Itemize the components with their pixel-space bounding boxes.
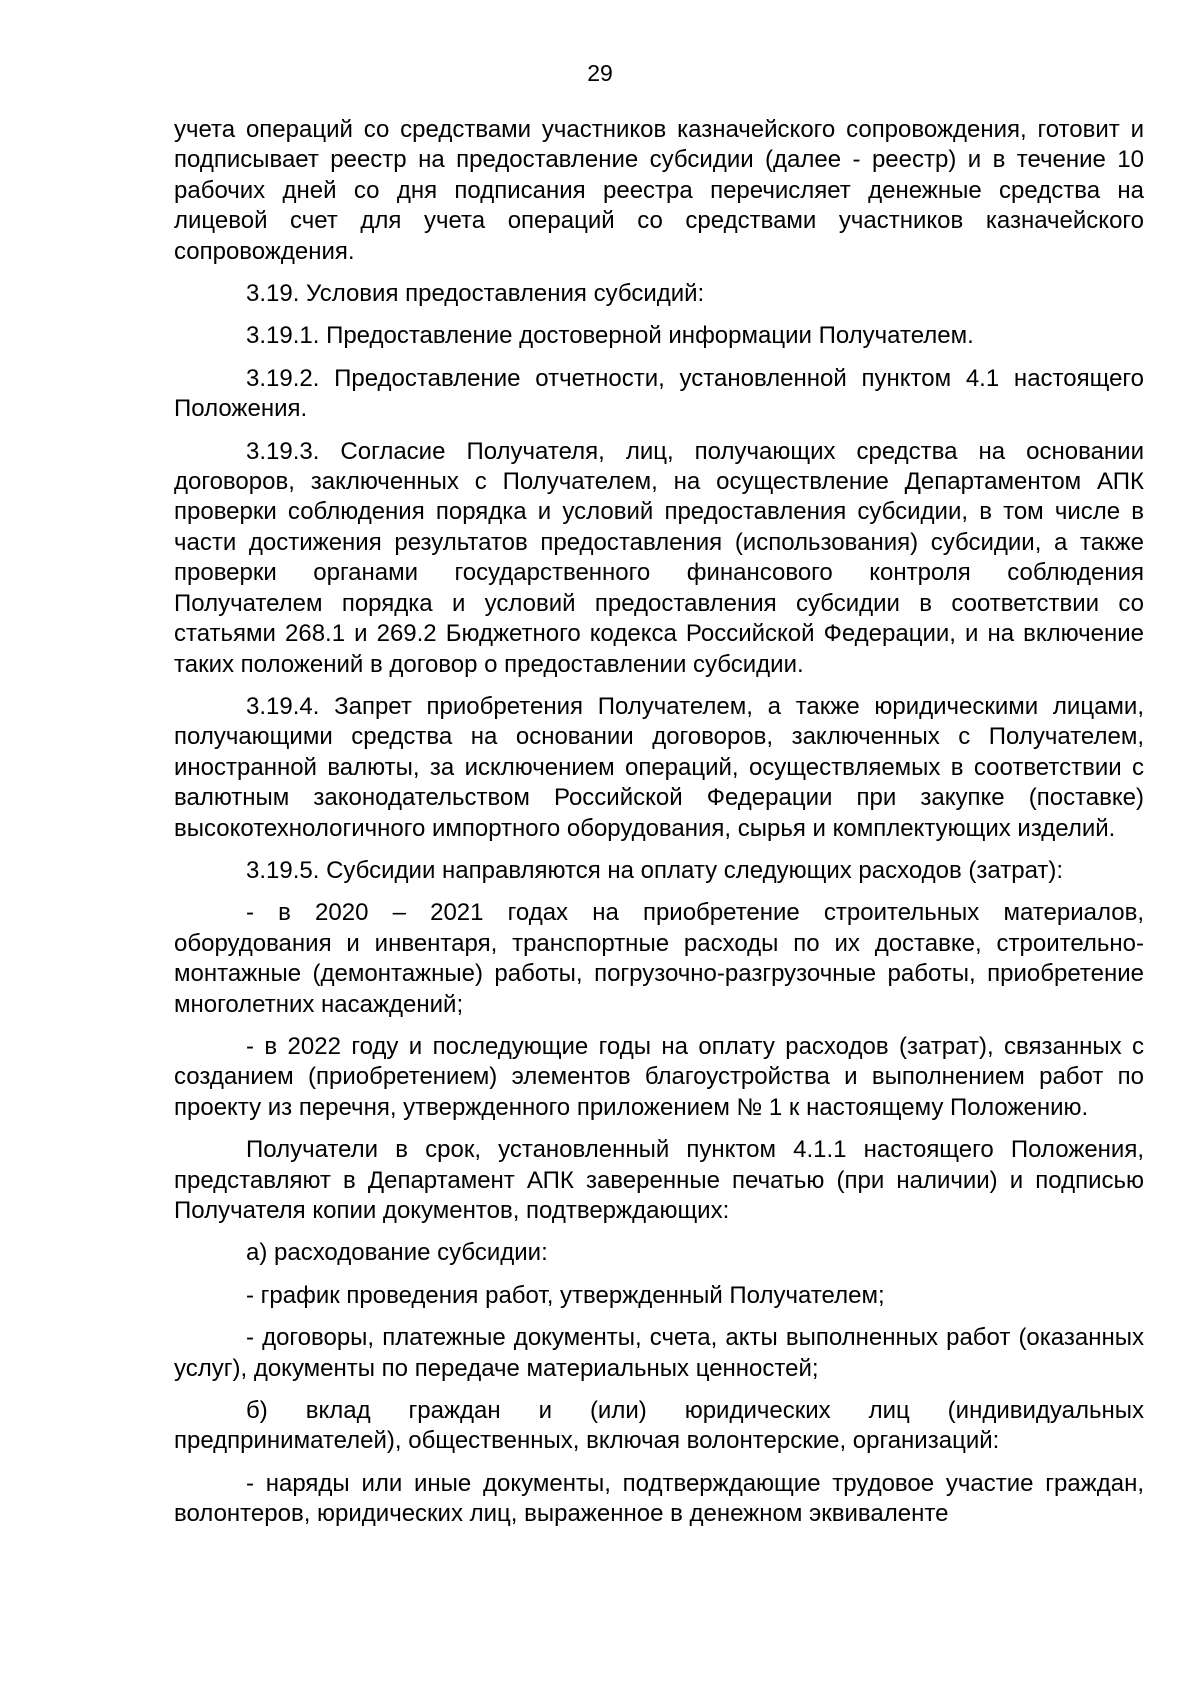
list-item-schedule: - график проведения работ, утвержденный Получателем; [246,1281,885,1309]
list-item-a: а) расходование субсидии: [246,1239,548,1267]
paragraph-3-19-2: 3.19.2. Предоставление отчетности, установленной пунктом 4.1 настоящего Положения. [174,364,1144,423]
paragraph-3-19-5: 3.19.5. Субсидии направляются на оплату следующих расходов (затрат): [246,856,1064,884]
paragraph-3-19-3: 3.19.3. Согласие Получателя, лиц, получающих средства на основании договоров, заключенных с Получателем, на осуществление Департаментом АПК проверки соблюдения порядка и условий предоставления субсидии, в том числе в части достижения результатов предоставления (использования) субсидии, а также проверки органами государственного финансового контроля соблюдения Получателем порядка и условий предоставления субсидии в соответствии со статьями 268.1 и 269.2 Бюджетного кодекса Российской Федерации, и на включение таких положений в договор о предоставлении субсидии. [174,437,1144,678]
list-item-b: б) вклад граждан и (или) юридических лиц (индивидуальных предпринимателей), общественных, включая волонтерские, организаций: [174,1397,1144,1455]
list-item-contracts: - договоры, платежные документы, счета, акты выполненных работ (оказанных услуг), документы по передаче материальных ценностей; [174,1324,1144,1382]
paragraph-recipients: Получатели в срок, установленный пунктом 4.1.1 настоящего Положения, представляют в Департамент АПК заверенные печатью (при наличии) и подписью Получателя копии документов, подтверждающих: [174,1136,1144,1224]
list-item-2022: - в 2022 году и последующие годы на оплату расходов (затрат), связанных с созданием (приобретением) элементов благоустройства и выполнением работ по проекту из перечня, утвержденного приложением № 1 к настоящему Положению. [174,1032,1144,1121]
list-item-2020-2021: - в 2020 – 2021 годах на приобретение строительных материалов, оборудования и инвентаря, транспортные расходы по их доставке, строительно-монтажные (демонтажные) работы, погрузочно-разгрузочные работы, приобретение многолетних насаждений; [174,899,1144,1018]
paragraph-continuation: учета операций со средствами участников казначейского сопровождения, готовит и подписывает реестр на предоставление субсидии (далее - реестр) и в течение 10 рабочих дней со дня подписания реестра перечисляет денежные средства на лицевой счет для учета операций со средствами участников казначейского сопровождения. [174,116,1144,265]
paragraph-3-19: 3.19. Условия предоставления субсидий: [246,280,705,308]
paragraph-3-19-1: 3.19.1. Предоставление достоверной информации Получателем. [246,322,974,350]
document-body [174,115,1144,1542]
list-item-orders: - наряды или иные документы, подтверждающие трудовое участие граждан, волонтеров, юридических лиц, выраженное в денежном эквиваленте [174,1469,1144,1528]
paragraph-3-19-4: 3.19.4. Запрет приобретения Получателем, а также юридическими лицами, получающими средства на основании договоров, заключенных с Получателем, иностранной валюты, за исключением операций, осуществляемых в соответствии с валютным законодательством Российской Федерации при закупке (поставке) высокотехнологичного импортного оборудования, сырья и комплектующих изделий. [174,692,1144,842]
page-number: 29 [587,60,613,86]
